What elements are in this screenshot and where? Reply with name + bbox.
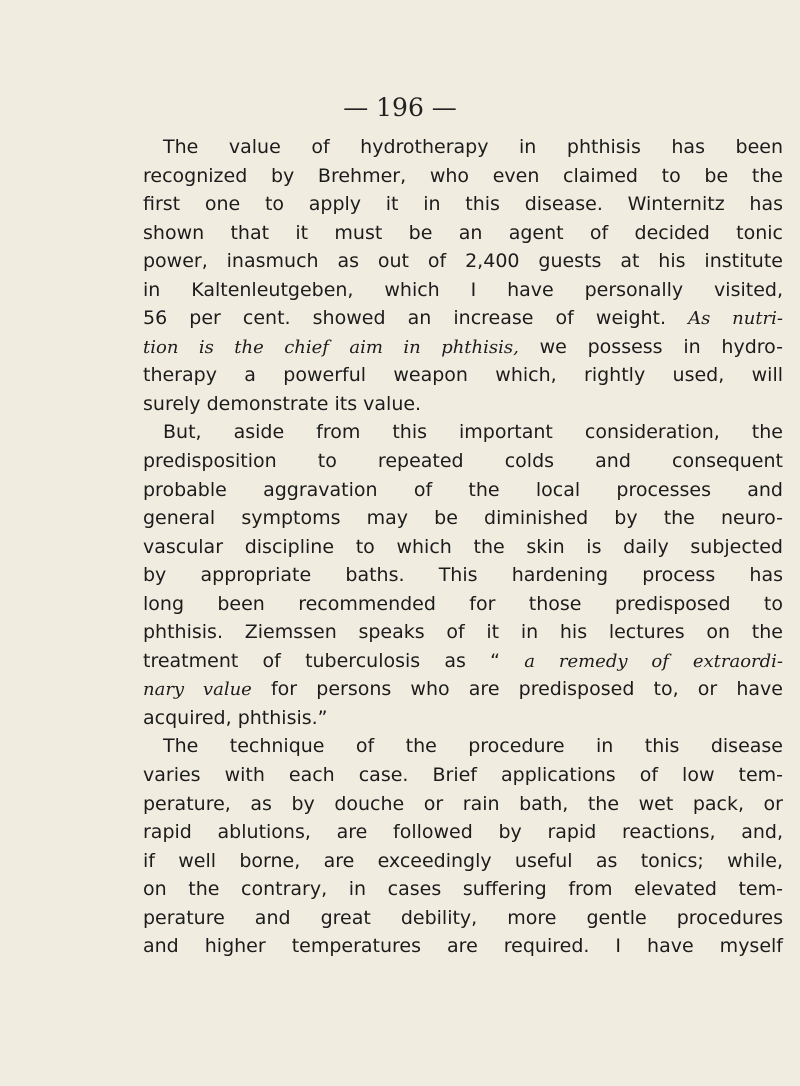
- italic-text: tion is the chief aim in phthisis,: [143, 336, 519, 358]
- text-span: perature and great debility, more gentle procedures: [143, 906, 783, 929]
- text-line: [143, 561, 783, 590]
- text-line: [143, 761, 783, 790]
- text-line: [143, 590, 783, 619]
- text-line: [143, 247, 783, 276]
- text-line: [143, 361, 783, 390]
- text-span: treatment of tuberculosis as “: [143, 649, 525, 672]
- text-line: [143, 333, 783, 362]
- text-line: [143, 533, 783, 562]
- text-span: probable aggravation of the local processes and: [143, 478, 783, 501]
- text-line: [143, 390, 783, 419]
- text-line: [143, 219, 783, 248]
- text-line: [143, 418, 783, 447]
- text-span: shown that it must be an agent of decided tonic: [143, 221, 783, 244]
- italic-text: nary value: [143, 679, 252, 701]
- text-span: vascular discipline to which the skin is daily subjected: [143, 535, 783, 558]
- text-line: [143, 504, 783, 533]
- text-line: [143, 904, 783, 933]
- text-line: [143, 847, 783, 876]
- page-number: — 196 —: [343, 93, 457, 122]
- text-line: [143, 618, 783, 647]
- text-span: phthisis. Ziemssen speaks of it in his lectures on the: [143, 621, 783, 644]
- text-span: for persons who are predisposed to, or have: [251, 678, 783, 701]
- text-line: [143, 133, 783, 162]
- text-line: [143, 790, 783, 819]
- text-span: we possess in hydro-: [518, 335, 783, 358]
- text-line: [143, 447, 783, 476]
- text-span: and higher temperatures are required. I have myself: [143, 935, 783, 958]
- text-span: perature, as by douche or rain bath, the wet pack, or: [143, 792, 783, 815]
- text-span: power, inasmuch as out of 2,400 guests at his institute: [143, 250, 783, 273]
- text-span: predisposition to repeated colds and consequent: [143, 450, 783, 473]
- italic-text: a remedy of extraordi-: [524, 650, 783, 672]
- text-line: [143, 932, 783, 961]
- text-span: first one to apply it in this disease. Winternitz has: [143, 193, 783, 216]
- text-span: The technique of the procedure in this disease: [163, 735, 783, 758]
- text-span: acquired, phthisis.”: [143, 706, 328, 729]
- text-span: in Kaltenleutgeben, which I have personally visited,: [143, 278, 783, 301]
- text-span: general symptoms may be diminished by the neuro-: [143, 507, 783, 530]
- italic-text: As nutri-: [688, 308, 783, 330]
- text-span: by appropriate baths. This hardening process has: [143, 564, 783, 587]
- text-span: on the contrary, in cases suffering from elevated tem-: [143, 878, 783, 901]
- text-line: [143, 818, 783, 847]
- text-span: But, aside from this important consideration, the: [163, 421, 783, 444]
- text-span: rapid ablutions, are followed by rapid reactions, and,: [143, 821, 783, 844]
- text-line: [143, 732, 783, 761]
- text-line: [143, 704, 783, 733]
- text-span: recognized by Brehmer, who even claimed to be the: [143, 164, 783, 187]
- text-span: if well borne, are exceedingly useful as tonics; while,: [143, 849, 783, 872]
- text-line: [143, 304, 783, 333]
- text-line: [143, 875, 783, 904]
- text-span: The value of hydrotherapy in phthisis has been: [163, 136, 783, 158]
- text-span: varies with each case. Brief applications of low tem-: [143, 764, 783, 787]
- text-line: [143, 675, 783, 704]
- text-span: therapy a powerful weapon which, rightly used, will: [143, 364, 783, 387]
- text-span: surely demonstrate its value.: [143, 392, 422, 415]
- text-line: [143, 162, 783, 191]
- text-line: [143, 276, 783, 305]
- text-line: [143, 190, 783, 219]
- body-text: [143, 133, 783, 961]
- text-line: [143, 476, 783, 505]
- text-span: 56 per cent. showed an increase of weight.: [143, 307, 689, 330]
- text-line: [143, 647, 783, 676]
- text-span: long been recommended for those predisposed to: [143, 592, 783, 615]
